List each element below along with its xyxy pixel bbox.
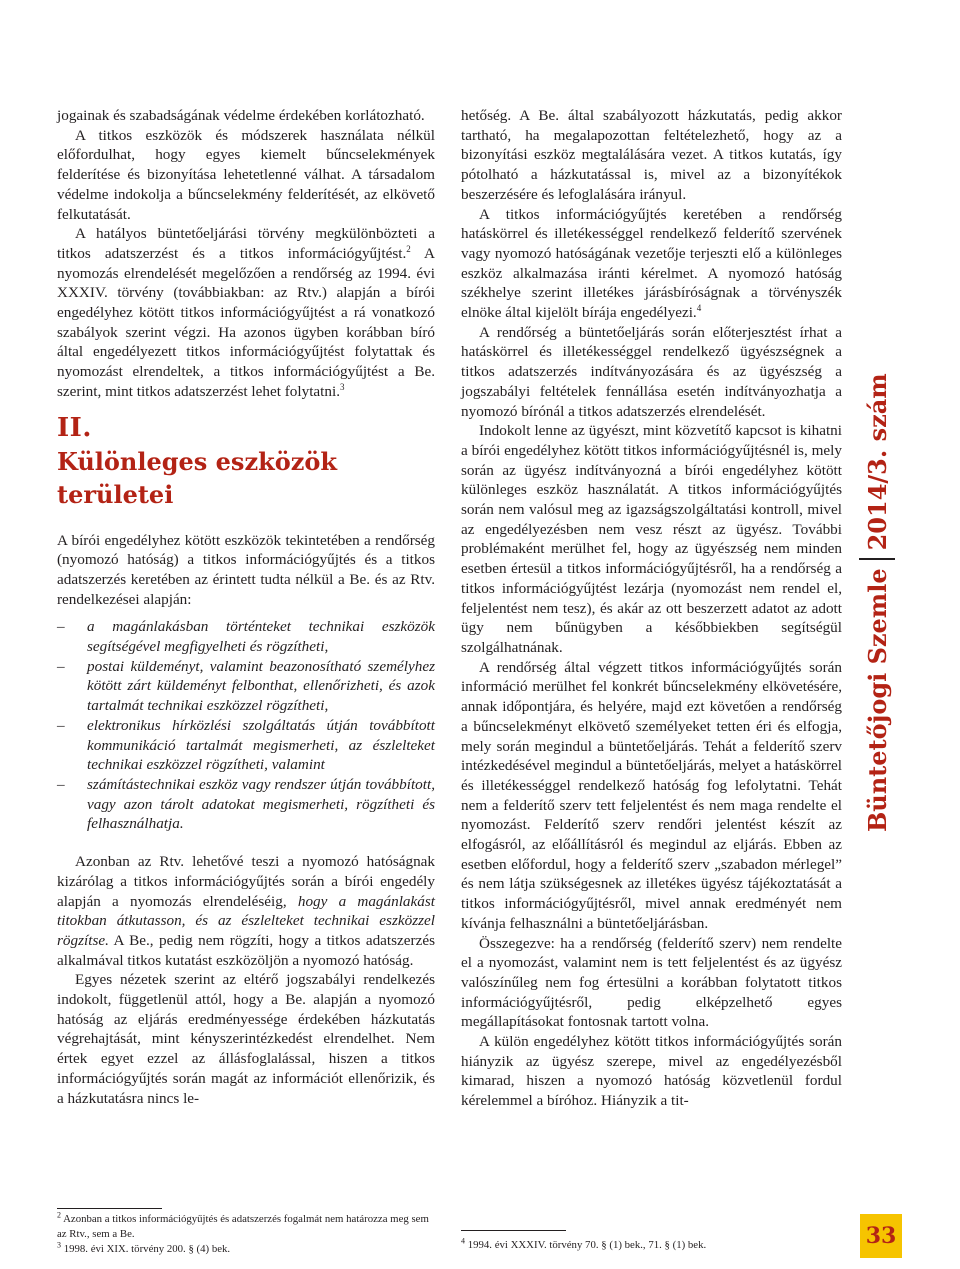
footnote-ref: 3 [340,381,345,392]
paragraph: Egyes nézetek szerint az eltérő jogszabályi rendelkezés indokolt, függetlenül attól, hogy a Be. alapján a nyomozó hatóság az eljárás eredményessége érdekében házkutatás végrehajtását, mint kényszerintézkedést elrendelhet. Nem értek egyet ezzel az állásfoglalással, hiszen a titkos információgyűjtés során magát az információt ellenőrizik, és a házkutatásra nincs le- [57,971,435,1107]
paragraph: A külön engedélyhez kötött titkos információgyűjtés során hiányzik az ügyész szerepe, mivel az engedélyezésből kimarad, hiszen a nyomozó hatóság közvetlenül fordul kérelemmel a bíróhoz. Hiányzik a tit- [461,1033,842,1110]
footnote-number: 2 [57,1210,61,1220]
section-number: II. [57,412,92,443]
journal-title: Büntetőjogi Szemle [862,568,892,832]
footnote-divider [57,1208,162,1209]
issue-label: 2014/3. szám [862,373,892,551]
footnote-text: 1994. évi XXXIV. törvény 70. § (1) bek., 71. § (1) bek. [467,1239,707,1251]
footnote [57,1242,435,1257]
right-column [461,106,842,1111]
list-item: – a magánlakásban történteket technikai eszközök segítségével megfigyelheti és rögzítheti, [57,617,435,656]
footnote [57,1212,435,1242]
paragraph: A titkos eszközök és módszerek használata nélkül előfordulhat, hogy egyes kiemelt bűncselekmények felderítése és bizonyítása lehetetlenné válhat. A társadalom védelme indokolja a bűncselekmény felderítését, az elkövető felkutatását. [57,126,435,223]
paragraph [57,852,435,970]
paragraph: Indokolt lenne az ügyészt, mint közvetítő kapcsot is kihatni a bírói engedélyhez kötött titkos információgyűjtésnél is, mely során az ügyész indítványozná a bírói engedélyhez kötött különleges eszköz használatát. A titkos információgyűjtés során nem valósul meg az igazságszolgáltatási kontroll, mivel az engedélyezésben nem vesz részt az ügyész. További problémaként merülhet fel, hogy az ügyészség nem minden esetben értesül a titkos információgyűjtésről, ha a rendőrség a titkos információgyűjtést lezárja (nyomozást nem rendel el, feljelentést nem tesz), és akár az ott beszerzett adatot az adott ügy nem bűnügyben a későbbiekben segítségül szolgálhatnának. [461,422,842,656]
footnote [461,1238,842,1253]
paragraph [461,205,842,323]
paragraph-text: A Be., pedig nem rögzíti, hogy a titkos adatszerzés alkalmával titkos kutatást eszközöljön a nyomozó hatóság. [57,931,435,969]
footnotes-right [461,1238,842,1253]
paragraph: jogainak és szabadságának védelme érdekében korlátozható. [57,107,425,124]
paragraph-text: A titkos információgyűjtés keretében a rendőrség hatáskörrel és illetékességgel rendelkező felderítő szervének vagy nyomozó hatóságának vezetője terjeszti elő a különleges eszköz alkalmazása iránti kérelmet. A nyomozó hatóság székhelye szerint illetékes járásbíróságnak a törvényszék elnöke által kijelölt bírája engedélyezi. [461,205,842,322]
footnote-text: 1998. évi XIX. törvény 200. § (4) bek. [63,1243,231,1255]
paragraph-text: Azonban az Rtv. lehetővé teszi a nyomozó hatóságnak kizárólag a titkos információgyűjtés során a bírói engedély alapján a nyomozás elrendeléséig, [57,853,435,910]
section-title: Különleges eszközök területei [57,446,337,509]
footnote-ref: 2 [406,243,411,254]
page-number: 33 [865,1223,897,1249]
list-item: – számítástechnikai eszköz vagy rendszer útján továbbított, vagy azon tárolt adatokat megismerheti, rögzítheti és felhasználhatja. [57,775,435,834]
masthead-divider [859,558,895,560]
paragraph-text: A hatályos büntetőeljárási törvény megkülönbözteti a titkos adatszerzést és a titkos információgyűjtést. [57,225,435,262]
paragraph [57,224,435,401]
paragraph: Összegezve: ha a rendőrség (felderítő szerv) nem rendelte el a nyomozást, valamint nem is tett feljelentést és az ügyész valószínűleg nem fog értesülni a korábban folytatott titkos információgyűjtésről, pedig elképzelhető egyes megállapításokat fontosnak tartott volna. [461,934,842,1031]
page-number-badge [860,1214,902,1258]
footnote-number: 3 [57,1240,61,1250]
list-item: – postai küldeményt, valamint beazonosítható személyhez kötött zárt küldeményt felbonthat, ellenőrizheti, és azok tartalmát technikai eszközzel rögzítheti, [57,657,435,716]
journal-sidebar [853,96,901,1192]
left-column [57,106,435,1108]
list-item: – elektronikus hírközlési szolgáltatás útján továbbított kommunikáció tartalmát megismerheti, az észlelteket technikai eszközzel rögzítheti, valamint [57,716,435,775]
section-heading [57,412,435,511]
footnote-ref: 4 [696,302,702,313]
paragraph: A rendőrség a büntetőeljárás során előterjesztést írhat a hatáskörrel és illetékességgel rendelkező ügyészségnek a titkos adatszerzés indítványozására és az ügyészség a jogszabályi feltételek fennállása esetén indítványozhatja a nyomozó bírónál a titkos adatszerzés elrendelését. [461,323,842,420]
paragraph-text: A nyomozás elrendelését megelőzően a rendőrség az 1994. évi XXXIV. törvény (továbbiakban: az Rtv.) alapján a bírói engedélyhez kötött titkos információgyűjtést a rá vonatkozó szabályok szerint végzi. Ha azonos ügyben korábban bíró által engedélyezett titkos információgyűjtést folytattak és nyomozást elrendeltek, a titkos információgyűjtést a Be. szerint, mint titkos adatszerzést lehet folytatni. [57,244,435,400]
paragraph: A rendőrség által végzett titkos információgyűjtés során információ merülhet fel konkrét bűncselekmény elkövetésére, annak időpontjára, és helyére, majd ezt követően a rendőrség a bűncselekményt elkövető személyeket tetten éri és elfogja, mely során megindul a büntetőeljárás. Tehát a felderítő szerv intézkedésével megindul a büntetőeljárás, melyet a hatáskörrel és illetékességgel rendelkező hatóság fog lefolytatni. Tehát nem a felderítő szerv tett feljelentést és nem maga rendelte el nyomozást. Felderítő szerv rendőri jelentést készít az elfogásról, az előállításról és megindul az eljárás. Ebben az esetben előfordul, hogy a felderítő szerv „szabadon mérlegel” és nem látja szükségesnek az illetékes ügyész tájékoztatását a titkos információgyűjtésről, mivel annak eredményét nem kívánja felhasználni a büntetőeljárásban. [461,658,842,932]
footnote-text: Azonban a titkos információgyűjtés és adatszerzés fogalmát nem határozza meg sem az Rtv., sem a Be. [57,1213,429,1240]
paragraph: A bírói engedélyhez kötött eszközök tekintetében a rendőrség (nyomozó hatóság) a titkos információgyűjtés és a titkos adatszerzés keretében az érintett tudta nélkül a Be. és az Rtv. rendelkezései alapján: [57,531,435,608]
emphasis-text: hogy a magánlakást titokban átkutasson, és az észlelteket technikai eszközzel rögzítse. [57,892,435,949]
paragraph: hetőség. A Be. által szabályozott házkutatás, pedig akkor tartható, ha megalapozottan feltételezhető, hogy az a bizonyítási eszköz megtalálására vezet. A titkos kutatás, így pótolható a házkutatással is, mivel az a bizonyítékok beszerzésére és lefoglalására irányul. [461,107,842,203]
measures-list [57,617,435,834]
footnote-number: 4 [461,1236,465,1246]
footnotes-left [57,1212,435,1257]
footnote-divider [461,1230,566,1231]
journal-masthead [853,96,901,1192]
